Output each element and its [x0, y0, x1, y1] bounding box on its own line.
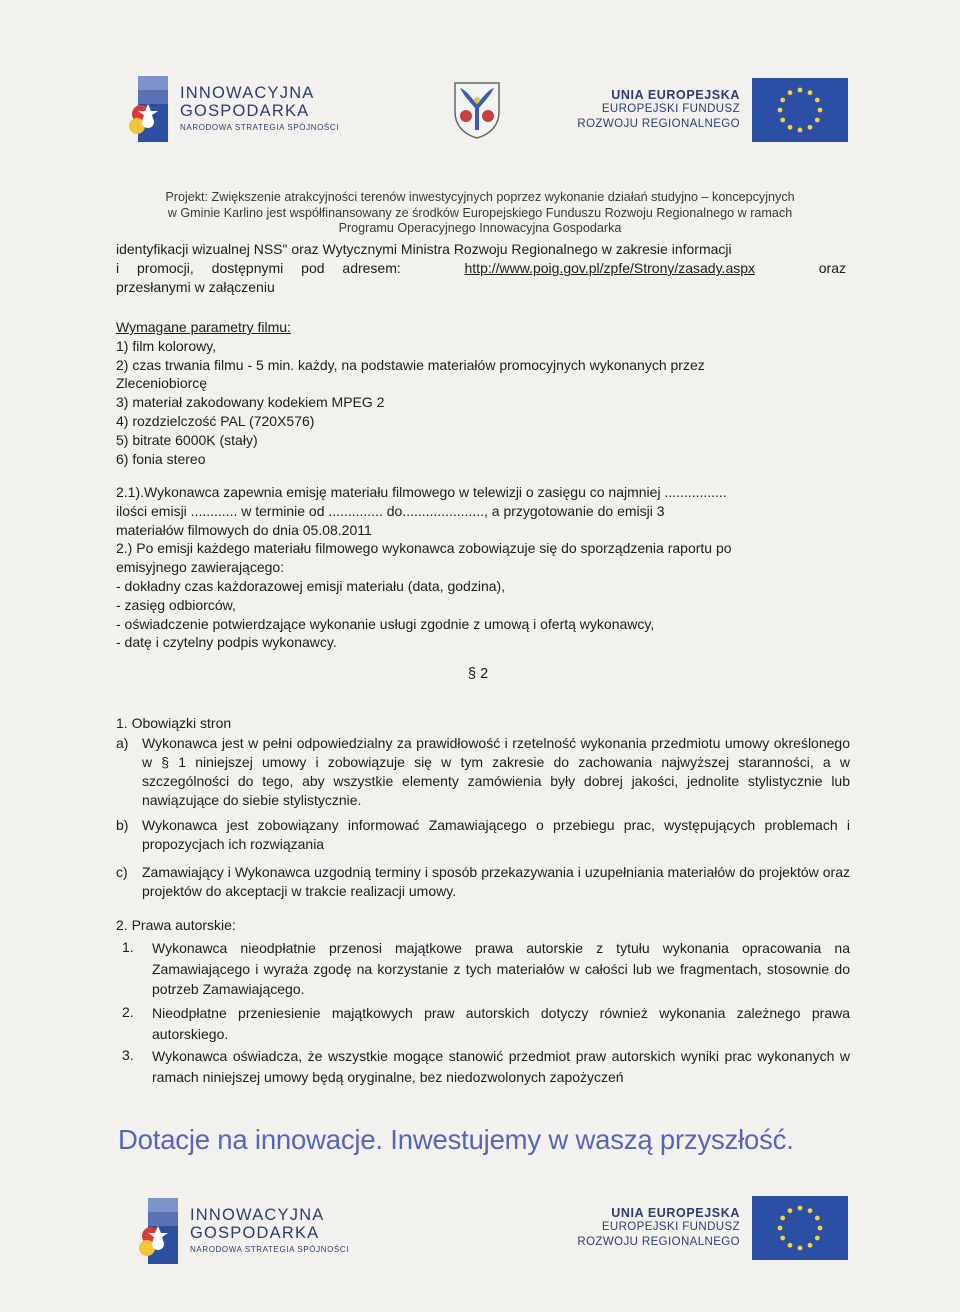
section-2-mark: § 2 — [468, 666, 489, 682]
project-note-line: Projekt: Zwiększenie atrakcyjności terenów inwestycyjnych poprzez wykonanie działań studyjno – koncepcyjnych — [165, 190, 795, 204]
film-param-item: 3) materiał zakodowany kodekiem MPEG 2 — [116, 394, 385, 411]
ig-name-line1: INNOWACYJNA — [180, 84, 315, 102]
eu-fund-caption — [560, 88, 740, 132]
emission-section — [116, 483, 851, 652]
emission-p2-line1: 2.) Po emisji każdego materiału filmowego wykonawca zobowiązuje się do sporządzenia raportu po — [116, 540, 732, 557]
film-param-item: 2) czas trwania filmu - 5 min. każdy, na podstawie materiałów promocyjnych wykonanych przez — [116, 356, 705, 373]
report-bullet: - zasięg odbiorców, — [116, 596, 236, 613]
ig-subtitle: NARODOWA STRATEGIA SPÓJNOŚCI — [180, 123, 340, 132]
report-bullet: - datę i czytelny podpis wykonawcy. — [116, 634, 337, 651]
film-param-item: 6) fonia stereo — [116, 450, 206, 467]
film-param-item: Zleceniobiorcę — [116, 375, 208, 392]
project-note-line: w Gminie Karlino jest współfinansowany ze środków Europejskiego Funduszu Rozwoju Regionalnego w ramach — [167, 205, 793, 220]
guidelines-url-link[interactable]: http://www.poig.gov.pl/zpfe/Strony/zasady.aspx — [464, 260, 756, 276]
eu-title: UNIA EUROPEJSKA — [611, 88, 740, 102]
eu-fund-line2: ROZWOJU REGIONALNEGO — [577, 1236, 740, 1248]
copyright-heading: 2. Prawa autorskie: — [116, 917, 236, 933]
obligation-b-label: b) — [116, 817, 129, 833]
eu-fund-line1: EUROPEJSKI FUNDUSZ — [601, 1221, 740, 1233]
karlino-coat-of-arms-icon — [452, 80, 502, 140]
eu-title: UNIA EUROPEJSKA — [611, 1206, 740, 1220]
obligation-c-label: c) — [116, 864, 128, 880]
ig-name-line1: INNOWACYJNA — [190, 1206, 325, 1224]
film-parameters — [116, 318, 856, 468]
eu-fund-caption-footer — [560, 1206, 740, 1250]
eu-flag-icon — [752, 78, 848, 142]
eu-fund-line1: EUROPEJSKI FUNDUSZ — [601, 103, 740, 115]
obligation-a-text: Wykonawca jest w pełni odpowiedzialny za prawidłowość i rzetelność wykonania przedmiotu umowy określonego w § 1 niniejszej umowy i zobowiązuje się w tym zakresie do zachowania najwyższej staranności, a w szczególności do tego, aby wszystkie elementy zamówienia były dobrej jakości, jednolite stylistycznie lub nawiązujące do siebie stylistycznie. — [142, 735, 850, 808]
intro-line1: identyfikacji wizualnej NSS" oraz Wytycznymi Ministra Rozwoju Regionalnego w zakresie informacji — [116, 241, 732, 257]
eu-flag-icon — [752, 1196, 848, 1260]
emission-p1-line1: 2.1).Wykonawca zapewnia emisję materiału filmowego w telewizji o zasięgu co najmniej ................ — [116, 484, 727, 500]
report-bullet: - oświadczenie potwierdzające wykonanie usługi zgodnie z umową i ofertą wykonawcy, — [116, 615, 655, 632]
ig-emblem-icon — [128, 74, 172, 144]
intro-line3: przesłanymi w załączeniu — [116, 279, 275, 295]
project-note — [100, 190, 860, 237]
copyright-item-2-number: 2. — [122, 1004, 134, 1020]
innowacyjna-gospodarka-logo-footer — [138, 1196, 353, 1266]
project-note-line: Programu Operacyjnego Innowacyjna Gospodarka — [338, 221, 622, 236]
footer-slogan: Dotacje na innowacje. Inwestujemy w waszą przyszłość. — [118, 1124, 794, 1155]
film-parameters-heading: Wymagane parametry filmu: — [116, 319, 291, 335]
film-param-item: 1) film kolorowy, — [116, 337, 217, 354]
emission-p1-line3: materiałów filmowych do dnia 05.08.2011 — [116, 521, 372, 538]
ig-name-line2: GOSPODARKA — [180, 102, 310, 120]
ig-name-line2: GOSPODARKA — [190, 1224, 320, 1242]
ig-emblem-icon — [138, 1196, 182, 1266]
innowacyjna-gospodarka-logo — [128, 74, 343, 144]
copyright-item-2-text: Nieodpłatne przeniesienie majątkowych praw autorskich dotyczy również wykonania zależnego prawa autorskiego. — [152, 1005, 850, 1042]
film-param-item: 4) rozdzielczość PAL (720X576) — [116, 412, 315, 429]
obligation-c-text: Zamawiający i Wykonawca uzgodnią terminy i sposób przekazywania i uzupełniania materiałów do projektów oraz projektów do akceptacji w trakcie realizacji umowy. — [142, 864, 850, 899]
copyright-item-1-number: 1. — [122, 939, 134, 955]
copyright-item-3-number: 3. — [122, 1047, 134, 1063]
ig-subtitle: NARODOWA STRATEGIA SPÓJNOŚCI — [190, 1245, 350, 1254]
intro-line2-end: oraz — [818, 260, 846, 276]
intro-line2-start: i promocji, dostępnymi pod adresem: — [116, 260, 401, 276]
obligations-heading: 1. Obowiązki stron — [116, 715, 232, 731]
report-bullet: - dokładny czas każdorazowej emisji materiału (data, godzina), — [116, 577, 506, 594]
obligation-b-text: Wykonawca jest zobowiązany informować Zamawiającego o przebiegu prac, występujących problemach i propozycjach ich rozwiązania — [142, 817, 850, 852]
copyright-item-1-text: Wykonawca nieodpłatnie przenosi majątkowe prawa autorskie z tytułu wykonania opracowania na Zamawiającego i wyraża zgodę na korzystanie z tych materiałów w całości lub we fragmentach, stosownie do potrzeb Zamawiającego. — [152, 940, 850, 997]
eu-fund-line2: ROZWOJU REGIONALNEGO — [577, 118, 740, 130]
copyright-item-3-text: Wykonawca oświadcza, że wszystkie mogące stanowić przedmiot praw autorskich wyniki prac wykonanych w ramach niniejszej umowy będą oryginalne, bez niedozwolonych zapożyczeń — [152, 1048, 850, 1085]
obligation-a-label: a) — [116, 735, 129, 751]
emission-p1-line2: ilości emisji ............ w terminie od .............. do....................., a przygotowanie do emisji 3 — [116, 502, 665, 519]
intro-paragraph — [116, 240, 846, 297]
film-param-item: 5) bitrate 6000K (stały) — [116, 431, 258, 448]
emission-p2-line2: emisyjnego zawierającego: — [116, 559, 285, 576]
